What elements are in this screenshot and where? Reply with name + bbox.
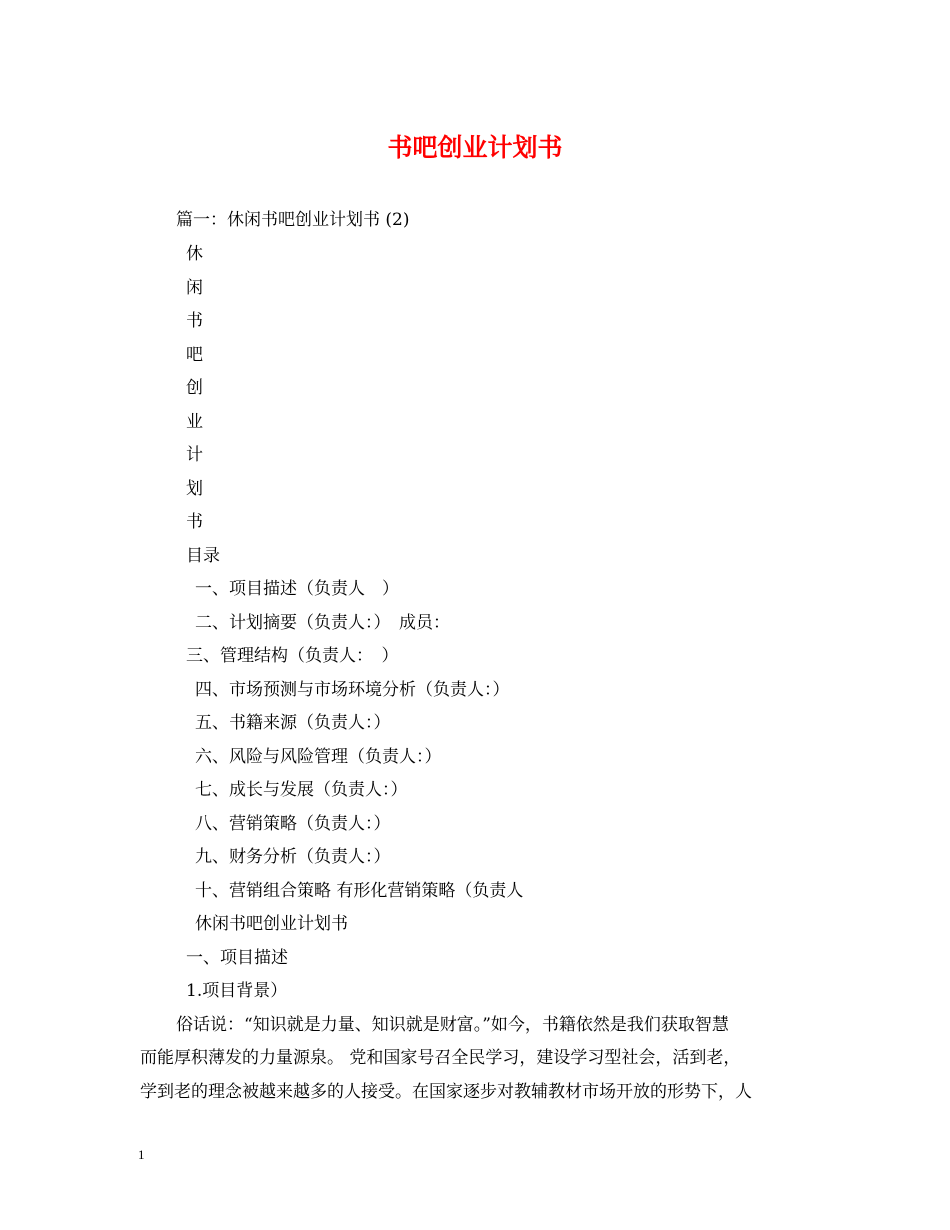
toc-item: 七、成长与发展（负责人：）: [195, 780, 408, 800]
vertical-title-char: 吧: [186, 345, 203, 365]
vertical-title-char: 书: [186, 512, 203, 532]
document-title: 书吧创业计划书: [387, 133, 563, 162]
toc-item: 九、财务分析（负责人：）: [195, 847, 391, 867]
toc-item: 四、市场预测与市场环境分析（负责人：）: [195, 680, 510, 700]
vertical-title-char: 闲: [186, 278, 203, 298]
vertical-title-char: 业: [186, 412, 203, 432]
vertical-title-char: 书: [186, 311, 203, 331]
toc-heading: 目录: [186, 546, 220, 566]
paragraph-line: 学到老的理念被越来越多的人接受。在国家逐步对教辅教材市场开放的形势下，人: [140, 1082, 752, 1102]
toc-item: 十、营销组合策略 有形化营销策略（负责人: [195, 881, 524, 901]
section-heading: 篇一：休闲书吧创业计划书 (2): [176, 210, 410, 230]
paragraph-line: 而能厚积薄发的力量源泉。 党和国家号召全民学习，建设学习型社会，活到老，: [140, 1048, 741, 1068]
toc-item: 五、书籍来源（负责人：）: [195, 713, 391, 733]
toc-item: 三、管理结构（负责人： ）: [186, 646, 399, 666]
paragraph-line: 俗话说：“知识就是力量、知识就是财富。”如今，书籍依然是我们获取智慧: [176, 1015, 729, 1035]
vertical-title-char: 创: [186, 378, 203, 398]
subsection-heading: 1.项目背景）: [186, 981, 288, 1001]
section-one-heading: 一、项目描述: [186, 948, 288, 968]
toc-item: 六、风险与风险管理（负责人：）: [195, 747, 442, 767]
toc-item: 一、项目描述（负责人 ）: [195, 579, 399, 599]
body-title: 休闲书吧创业计划书: [195, 914, 348, 934]
vertical-title-char: 计: [186, 445, 203, 465]
page-number: 1: [138, 1147, 145, 1162]
vertical-title-char: 划: [186, 479, 203, 499]
toc-item: 二、计划摘要（负责人：） 成员：: [195, 613, 450, 633]
vertical-title-char: 休: [186, 244, 203, 264]
toc-item: 八、营销策略（负责人：）: [195, 814, 391, 834]
